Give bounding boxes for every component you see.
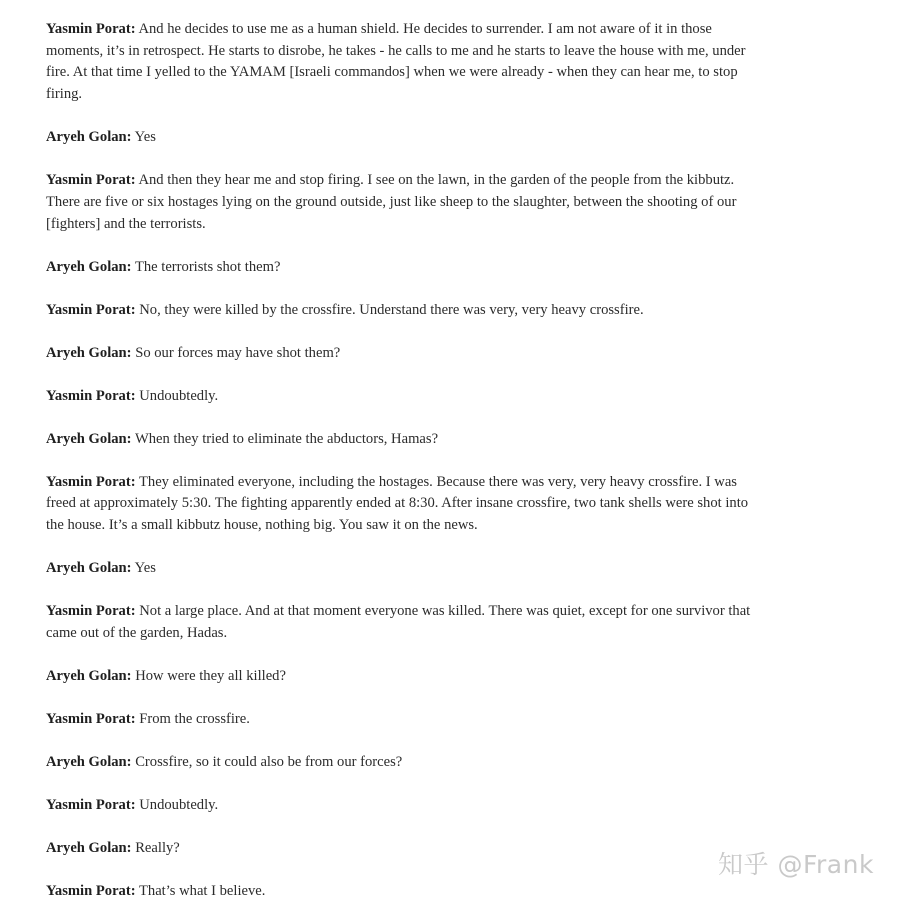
speech-text: Not a large place. And at that moment everyone was killed. There was quiet, except for one survivor that came out of the garden, Hadas.: [46, 602, 751, 641]
speaker-name: Yasmin Porat:: [46, 882, 136, 899]
transcript: [46, 19, 764, 924]
transcript-paragraph: [46, 300, 764, 322]
transcript-paragraph: [46, 795, 764, 817]
watermark: 知乎 @Frank: [718, 850, 874, 879]
transcript-paragraph: [46, 127, 764, 149]
speaker-name: Aryeh Golan:: [46, 839, 132, 856]
speech-text: And then they hear me and stop firing. I see on the lawn, in the garden of the people from the kibbutz. There are five or six hostages lying on the ground outside, just like sheep to the slaughter, between the shooting of our [fighters] and the terrorists.: [46, 172, 737, 232]
transcript-paragraph: [46, 838, 764, 860]
speech-text: How were they all killed?: [135, 667, 286, 684]
speaker-name: Aryeh Golan:: [46, 129, 132, 146]
speech-text: Yes: [134, 129, 156, 146]
transcript-paragraph: [46, 881, 764, 903]
speaker-name: Yasmin Porat:: [46, 473, 136, 490]
speaker-name: Yasmin Porat:: [46, 796, 136, 813]
speech-text: That’s what I believe.: [138, 882, 266, 899]
speech-text: They eliminated everyone, including the hostages. Because there was very, very heavy crossfire. I was freed at approximately 5:30. The fighting apparently ended at 8:30. After insane crossfire, two tank shells were shot into the house. It’s a small kibbutz house, nothing big. You saw it on the news.: [46, 473, 749, 533]
speech-text: Undoubtedly.: [139, 796, 219, 813]
speaker-name: Aryeh Golan:: [46, 430, 132, 447]
transcript-paragraph: [46, 170, 764, 235]
transcript-paragraph: [46, 257, 764, 279]
speaker-name: Aryeh Golan:: [46, 667, 132, 684]
speech-text: Undoubtedly.: [139, 387, 219, 404]
speech-text: Yes: [134, 559, 156, 576]
speaker-name: Aryeh Golan:: [46, 559, 132, 576]
transcript-paragraph: [46, 709, 764, 731]
transcript-paragraph: [46, 19, 764, 106]
speech-text: From the crossfire.: [139, 710, 250, 727]
speaker-name: Aryeh Golan:: [46, 344, 132, 361]
speaker-name: Aryeh Golan:: [46, 753, 132, 770]
speech-text: So our forces may have shot them?: [135, 344, 341, 361]
transcript-paragraph: [46, 752, 764, 774]
speaker-name: Yasmin Porat:: [46, 172, 136, 189]
speech-text: The terrorists shot them?: [134, 258, 281, 275]
speaker-name: Yasmin Porat:: [46, 710, 136, 727]
speaker-name: Aryeh Golan:: [46, 258, 132, 275]
speaker-name: Yasmin Porat:: [46, 387, 136, 404]
transcript-paragraph: [46, 666, 764, 688]
transcript-paragraph: [46, 343, 764, 365]
speaker-name: Yasmin Porat:: [46, 602, 136, 619]
speech-text: When they tried to eliminate the abductors, Hamas?: [134, 430, 439, 447]
speaker-name: Yasmin Porat:: [46, 301, 136, 318]
transcript-paragraph: [46, 472, 764, 537]
transcript-paragraph: [46, 386, 764, 408]
speech-text: And he decides to use me as a human shield. He decides to surrender. I am not aware of it in those moments, it’s in retrospect. He starts to disrobe, he takes - he calls to me and he starts to leave the house with me, under fire. At that time I yelled to the YAMAM [Israeli commandos] when we were already - when they can hear me, to stop firing.: [46, 21, 746, 103]
speech-text: Really?: [135, 839, 180, 856]
transcript-paragraph: [46, 429, 764, 451]
transcript-paragraph: [46, 558, 764, 580]
transcript-paragraph: [46, 601, 764, 644]
speech-text: No, they were killed by the crossfire. Understand there was very, very heavy crossfire.: [139, 301, 644, 318]
speech-text: Crossfire, so it could also be from our forces?: [135, 753, 403, 770]
speaker-name: Yasmin Porat:: [46, 21, 136, 37]
